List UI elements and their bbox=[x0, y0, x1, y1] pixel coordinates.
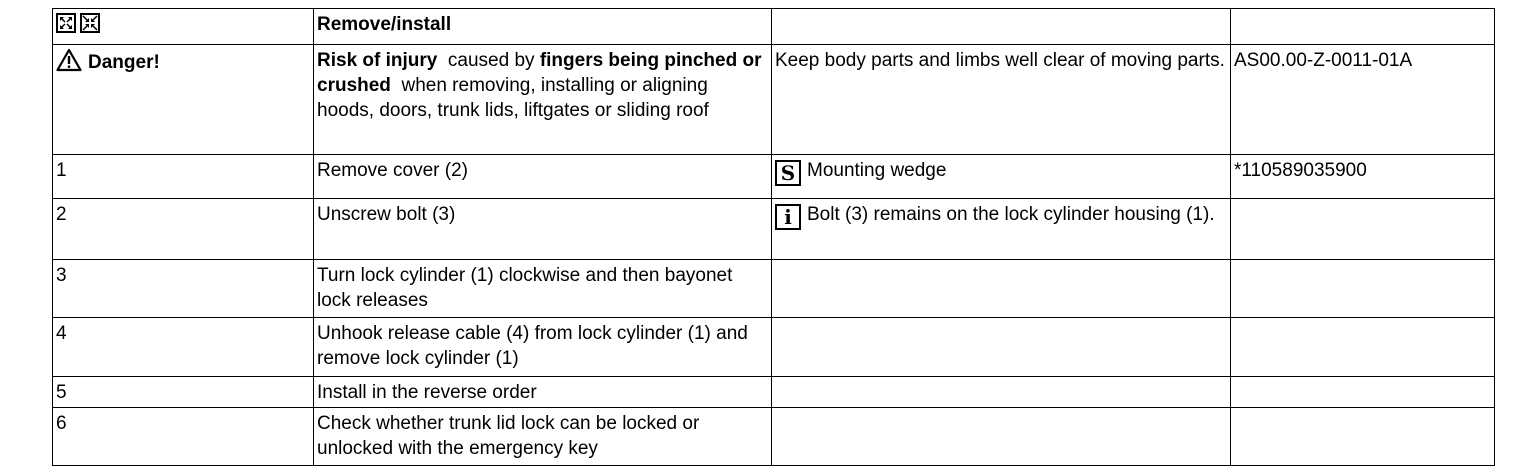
step-note bbox=[772, 318, 1231, 377]
step-number: 1 bbox=[53, 155, 314, 199]
special-tool-icon[interactable]: S bbox=[775, 160, 801, 186]
tool-number bbox=[1231, 377, 1495, 408]
tool-number bbox=[1231, 260, 1495, 318]
step-text: Install in the reverse order bbox=[314, 377, 772, 408]
expand-icon[interactable] bbox=[56, 13, 76, 33]
step-number: 4 bbox=[53, 318, 314, 377]
view-toggle-cell bbox=[53, 9, 314, 45]
risk-description: Risk of injury caused by fingers being pinched or crushed when removing, installing or aligning hoods, doors, trunk lids, liftgates or sliding roof bbox=[314, 45, 772, 155]
tool-number[interactable]: *110589035900 bbox=[1231, 155, 1495, 199]
step-row bbox=[53, 260, 1495, 318]
danger-row bbox=[53, 45, 1495, 155]
step-text: Unscrew bolt (3) bbox=[314, 199, 772, 260]
step-note: S Mounting wedge bbox=[772, 155, 1231, 199]
step-text: Check whether trunk lid lock can be locked or unlocked with the emergency key bbox=[314, 408, 772, 466]
info-icon: i bbox=[775, 204, 801, 230]
safety-measure: Keep body parts and limbs well clear of moving parts. bbox=[772, 45, 1231, 155]
step-text: Turn lock cylinder (1) clockwise and then bayonet lock releases bbox=[314, 260, 772, 318]
step-note bbox=[772, 408, 1231, 466]
step-row bbox=[53, 199, 1495, 260]
step-number: 6 bbox=[53, 408, 314, 466]
step-number: 3 bbox=[53, 260, 314, 318]
step-row bbox=[53, 377, 1495, 408]
step-row bbox=[53, 408, 1495, 466]
tool-number bbox=[1231, 408, 1495, 466]
step-note: i Bolt (3) remains on the lock cylinder housing (1). bbox=[772, 199, 1231, 260]
section-title: Remove/install bbox=[314, 9, 772, 45]
step-number: 5 bbox=[53, 377, 314, 408]
step-text: Unhook release cable (4) from lock cylinder (1) and remove lock cylinder (1) bbox=[314, 318, 772, 377]
step-row bbox=[53, 318, 1495, 377]
step-note bbox=[772, 377, 1231, 408]
header-row bbox=[53, 9, 1495, 45]
step-row bbox=[53, 155, 1495, 199]
collapse-icon[interactable] bbox=[80, 13, 100, 33]
procedure-table bbox=[52, 8, 1495, 466]
step-note bbox=[772, 260, 1231, 318]
document-code: AS00.00-Z-0011-01A bbox=[1231, 45, 1495, 155]
warning-triangle-icon bbox=[56, 48, 82, 72]
danger-label: Danger! bbox=[88, 52, 160, 73]
step-text: Remove cover (2) bbox=[314, 155, 772, 199]
tool-number bbox=[1231, 318, 1495, 377]
tool-number bbox=[1231, 199, 1495, 260]
step-number: 2 bbox=[53, 199, 314, 260]
